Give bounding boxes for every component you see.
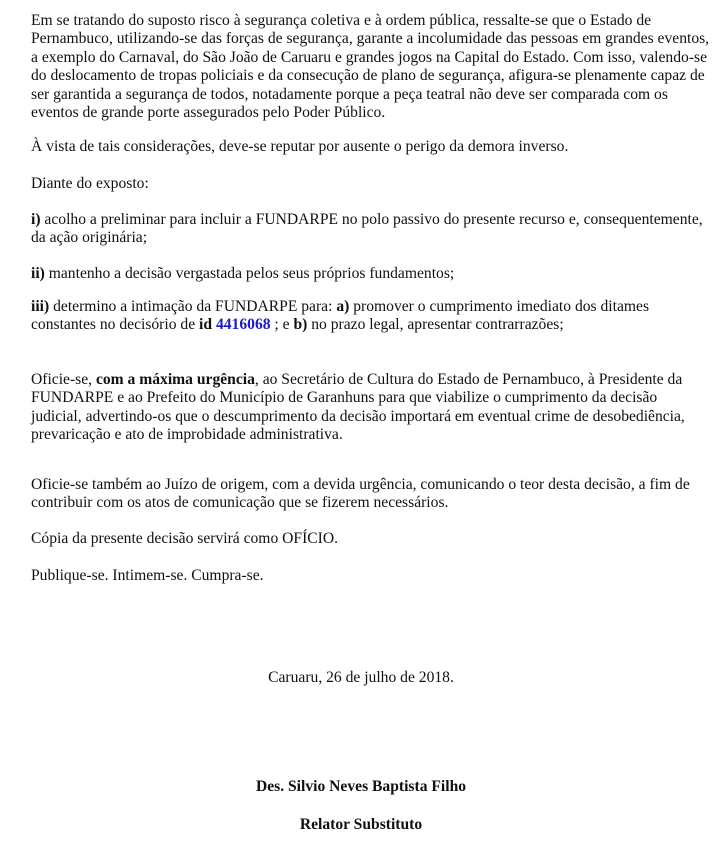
paragraph-oficie: [31, 371, 711, 445]
item-iii-text2: promover o cumprimento imediato dos ditames constantes no decisório de: [31, 298, 650, 334]
item-iii: [31, 298, 711, 335]
paragraph-publique: Publique-se. Intimem-se. Cumpra-se.: [31, 567, 264, 584]
oficie-emphasis: com a máxima urgência: [95, 371, 255, 388]
item-iii-text1: determino a intimação da FUNDARPE para:: [49, 298, 337, 315]
item-i-text: acolho a preliminar para incluir a FUNDARPE no polo passivo do presente recurso e, consequentemente, da ação originária;: [31, 211, 703, 247]
paragraph-vista: À vista de tais considerações, deve-se reputar por ausente o perigo da demora inverso.: [31, 138, 569, 155]
item-ii-text: mantenho a decisão vergastada pelos seus próprios fundamentos;: [44, 265, 455, 282]
oficie-post: , ao Secretário de Cultura do Estado de Pernambuco, à Presidente da FUNDARPE e ao Prefeito do Município de Garanhuns para que viabilize o cumprimento da decisão judicial, advertindo-os que o descumprimento da decisão importará em eventual crime de desobediência, prevaricação e ato de improbidade administrativa.: [31, 371, 685, 444]
paragraph-security: Em se tratando do suposto risco à segurança coletiva e à ordem pública, ressalte-se que o Estado de Pernambuco, utilizando-se das forças de segurança, garante a incolumidade das pessoas em grandes eventos, a exemplo do Carnaval, do São João de Caruaru e grandes jogos na Capital do Estado. Com isso, valendo-se do deslocamento de tropas policiais e da consecução de plano de segurança, afigura-se plenamente capaz de ser garantida a segurança de todos, notadamente porque a peça teatral não deve ser comparada com os eventos de grande porte assegurados pelo Poder Público.: [31, 12, 710, 122]
paragraph-diante: Diante do exposto:: [31, 175, 149, 192]
item-i-label: i): [31, 211, 41, 228]
place-date: Caruaru, 26 de julho de 2018.: [268, 669, 454, 686]
document-id-link[interactable]: 4416068: [215, 316, 271, 334]
item-iii-b-label: b): [293, 316, 308, 334]
item-iii-text4: no prazo legal, apresentar contrarrazões;: [307, 316, 564, 334]
item-i: [31, 211, 711, 248]
item-iii-label: iii): [31, 298, 50, 315]
signature-role: Relator Substituto: [299, 816, 423, 833]
paragraph-copia: Cópia da presente decisão servirá como OFÍCIO.: [31, 530, 339, 547]
item-ii: [31, 265, 711, 283]
signature-name: Des. Silvio Neves Baptista Filho: [255, 778, 467, 795]
document-id-label: id: [199, 316, 213, 334]
item-ii-label: ii): [31, 265, 45, 282]
item-iii-a-label: a): [336, 298, 350, 315]
paragraph-oficie-origem: Oficie-se também ao Juízo de origem, com a devida urgência, comunicando o teor desta decisão, a fim de contribuir com os atos de comunicação que se fizerem necessários.: [31, 476, 690, 512]
item-iii-text3: ; e: [270, 316, 294, 334]
oficie-pre: Oficie-se,: [31, 371, 96, 388]
